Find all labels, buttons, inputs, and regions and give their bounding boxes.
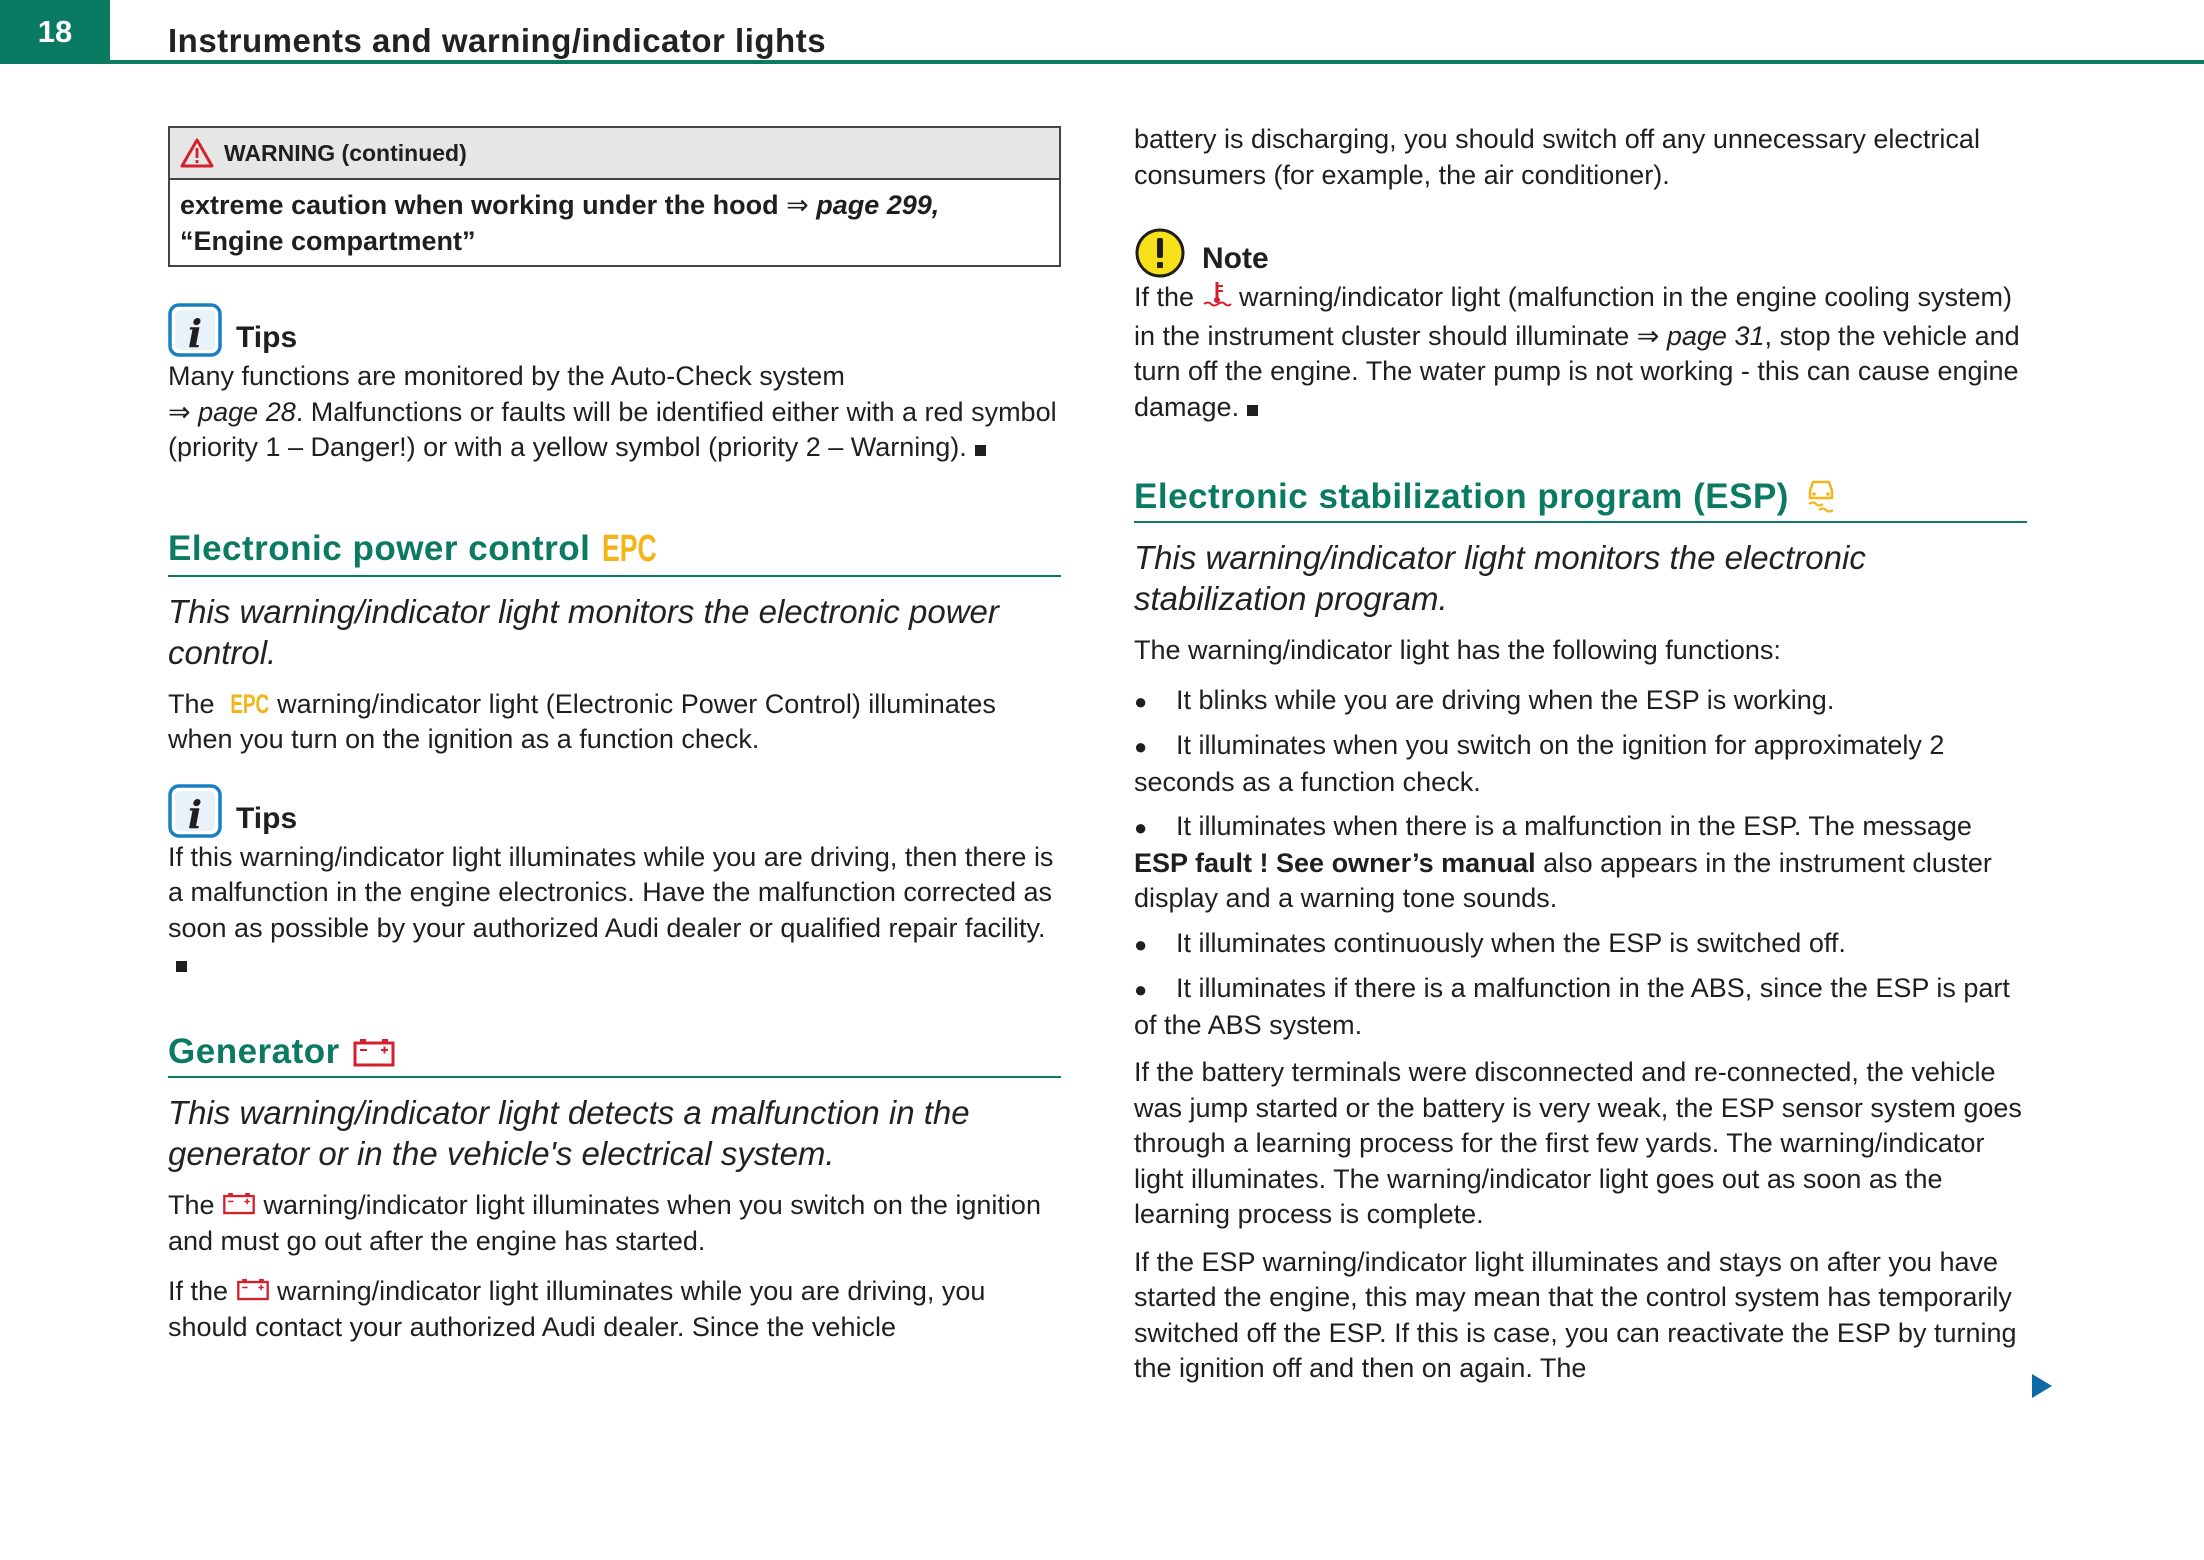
page-number: 18 (0, 0, 110, 64)
generator-paragraph-2 (168, 1274, 1061, 1346)
warning-header (170, 128, 1059, 180)
page-ref-link[interactable]: page 31 (1659, 320, 1765, 351)
tips-label: Tips (236, 801, 298, 835)
list-item (1134, 683, 2027, 720)
right-column (1134, 122, 2027, 1387)
tips-text (168, 840, 1061, 982)
section-title: Electronic stabilization program (ESP) (1134, 477, 1789, 516)
text: If this warning/indicator light illuminates while you are driving, then there is a malfunction in the engine electronics. Have the malfunction corrected as soon as possible by your authorized Audi dealer or qualified repair facility. (168, 841, 1054, 943)
header-rule (110, 60, 2204, 64)
warning-triangle-icon (180, 138, 214, 168)
display-message: ESP fault ! See owner’s manual (1134, 847, 1536, 878)
tips-text-part: . Malfunctions or faults will be identified either with a red symbol (priority 1 – Danger!) or with a yellow symbol (priority 2 – Warning). (168, 396, 1057, 462)
section-heading-generator (168, 1032, 1061, 1078)
tips-text-part: Many functions are monitored by the Auto-Check system (168, 361, 845, 391)
svg-text:i: i (187, 791, 203, 837)
text: warning/indicator light (malfunction in the engine cooling system) in the instrument cluster should illuminate (1134, 281, 2012, 351)
end-marker (176, 961, 187, 972)
running-title: Instruments and warning/indicator lights (168, 22, 827, 59)
text: If the (1134, 281, 1202, 312)
battery-icon (352, 1037, 396, 1067)
exclamation-icon (1134, 227, 1186, 279)
note-label: Note (1202, 242, 1269, 275)
svg-text:i: i (187, 311, 203, 356)
bullet: ● (1134, 688, 1148, 714)
text: It illuminates if there is a malfunction in the ABS, since the ESP is part of the ABS system. (1134, 973, 2010, 1040)
tips-text (168, 359, 1061, 466)
esp-paragraph-2: If the ESP warning/indicator light illuminates and stays on after you have started the engine, this may mean that the control system has temporarily switched off the ESP. If this is case, you can reactivate the ESP by turning the ignition off and then on again. The (1134, 1246, 2017, 1383)
battery-icon (236, 1275, 270, 1311)
text: warning/indicator light illuminates while you are driving, you should contact your authorized Audi dealer. Since the vehicle (168, 1275, 986, 1343)
section-heading-epc (168, 528, 1061, 577)
section-title: Generator (168, 1031, 340, 1071)
bullet: ● (1134, 734, 1148, 759)
end-marker (975, 445, 986, 456)
warning-box (168, 126, 1061, 267)
warning-title: WARNING (continued) (224, 139, 467, 166)
note-text (1134, 279, 2027, 425)
page-ref-arrow: ⇒ (168, 396, 191, 427)
continued-paragraph: battery is discharging, you should switch off any unnecessary electrical consumers (for example, the air conditioner). (1134, 124, 1980, 190)
tips-heading (168, 303, 1061, 357)
bullet: ● (1134, 977, 1148, 1002)
text: warning/indicator light (Electronic Power Control) illuminates when you turn on the ignition as a function check. (168, 688, 996, 754)
text: also appears in the instrument cluster display and a warning tone sounds. (1134, 847, 1992, 913)
battery-icon (222, 1189, 256, 1225)
epc-icon: EPC (230, 688, 270, 719)
esp-skid-icon (1803, 478, 1839, 516)
warning-text: extreme caution when working under the hood (180, 190, 787, 220)
bullet: ● (1134, 931, 1148, 957)
page-ref-arrow: ⇒ (1636, 320, 1660, 351)
page-ref-arrow: ⇒ (786, 190, 809, 220)
info-icon (168, 303, 222, 357)
esp-lead: The warning/indicator light has the following functions: (1134, 635, 1781, 665)
list-item (1134, 728, 2027, 800)
continue-arrow-icon (2030, 1372, 2054, 1405)
text: It illuminates continuously when the ESP is switched off. (1176, 927, 1846, 958)
end-marker (1247, 405, 1258, 416)
info-icon (168, 784, 222, 838)
section-intro: This warning/indicator light monitors the electronic stabilization program. (1134, 539, 1866, 617)
coolant-temperature-icon (1202, 279, 1232, 319)
generator-paragraph-1 (168, 1188, 1061, 1260)
text: It illuminates when you switch on the ignition for approximately 2 seconds as a function check. (1134, 730, 1945, 797)
list-item (1134, 809, 2027, 917)
left-column (168, 122, 1061, 1346)
list-item (1134, 926, 2027, 963)
text: If the (168, 1275, 236, 1306)
warning-text-2: “Engine compartment” (180, 225, 476, 256)
tips-heading (168, 784, 1061, 838)
page-ref-link[interactable]: page 28 (190, 396, 296, 427)
text: It blinks while you are driving when the ESP is working. (1176, 684, 1835, 715)
text: , stop the vehicle and turn off the engine. The water pump is not working - this can cause engine damage. (1134, 320, 2020, 422)
warning-body (170, 180, 1059, 265)
section-title: Electronic power control (168, 529, 591, 568)
section-heading-esp (1134, 477, 2027, 523)
text: It illuminates when there is a malfunction in the ESP. The message (1176, 811, 1972, 841)
bullet: ● (1134, 815, 1148, 840)
epc-icon: EPC (602, 527, 658, 570)
page-ref-link[interactable]: page 299, (808, 190, 940, 220)
section-intro: This warning/indicator light detects a malfunction in the generator or in the vehicle's electrical system. (168, 1093, 970, 1172)
list-item (1134, 971, 2027, 1043)
note-heading (1134, 227, 2027, 279)
epc-paragraph (168, 687, 1061, 758)
esp-paragraph-1: If the battery terminals were disconnected and re-connected, the vehicle was jump started or the battery is very weak, the ESP sensor system goes through a learning process for the first few yards. The warning/indicator light illuminates. The warning/indicator light goes out as soon as the learning process is complete. (1134, 1057, 2022, 1229)
text: The (168, 1189, 223, 1220)
tips-label: Tips (236, 321, 298, 354)
text: warning/indicator light illuminates when you switch on the ignition and must go out after the engine has started. (168, 1189, 1041, 1257)
section-intro: This warning/indicator light monitors the electronic power control. (168, 592, 999, 671)
text: The (168, 688, 223, 719)
